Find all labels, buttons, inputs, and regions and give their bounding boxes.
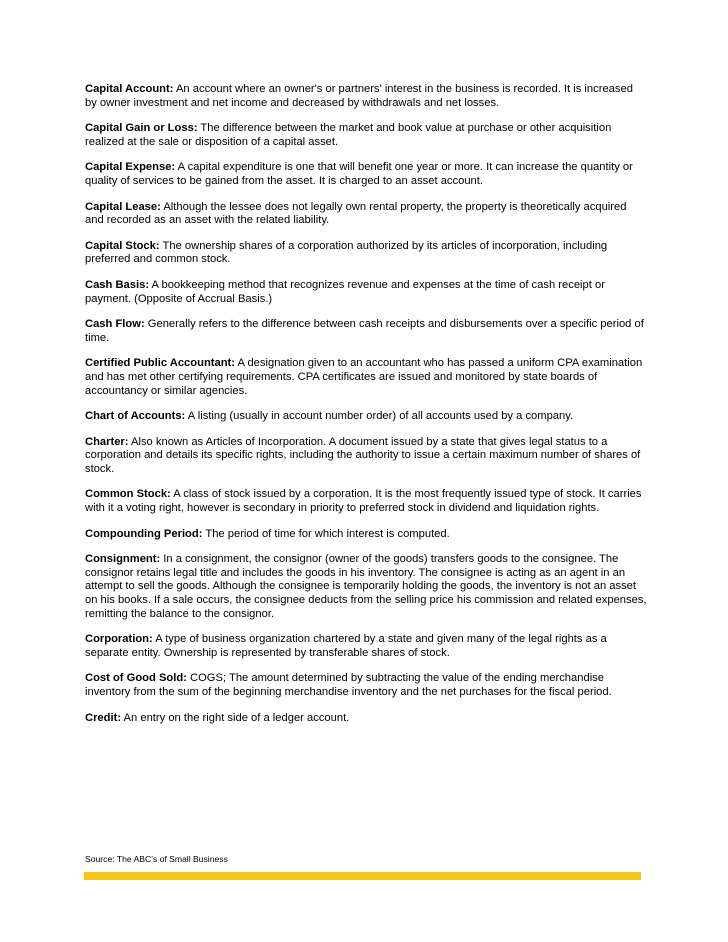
glossary-term: Common Stock:	[85, 488, 171, 501]
glossary-term: Capital Stock:	[85, 239, 160, 252]
glossary-definition: A type of business organization chartered by a state and given many of the legal rights as a separate entity. Ownership is represented by transferable shares of stock.	[85, 633, 607, 659]
glossary-definition: An entry on the right side of a ledger account.	[121, 711, 350, 724]
glossary-definition: Although the lessee does not legally own rental property, the property is theoretically acquired and recorded as an asset with the related liability.	[85, 200, 627, 227]
glossary-term: Capital Lease:	[85, 200, 161, 213]
glossary-entry	[85, 488, 647, 515]
glossary-entry	[85, 240, 647, 267]
glossary-entry	[85, 161, 647, 188]
glossary-body	[85, 83, 647, 737]
glossary-entry	[85, 553, 647, 621]
glossary-entry	[85, 318, 647, 345]
glossary-definition: In a consignment, the consignor (owner of the goods) transfers goods to the consignee. The consignor retains legal title and includes the goods in his inventory. The consignee is acting as an agent in an attempt to sell the goods. Although the consignee is temporarily holding the goods, the inventory is not an asset on his books. If a sale occurs, the consignee deducts from the selling price his commission and related expenses, remitting the balance to the consignor.	[85, 553, 647, 620]
glossary-definition: The difference between the market and book value at purchase or other acquisition realized at the sale or disposition of a capital asset.	[85, 122, 612, 148]
glossary-definition: COGS; The amount determined by subtracting the value of the ending merchandise inventory from the sum of the beginning merchandise inventory and the net purchases for the fiscal period.	[85, 672, 612, 698]
glossary-definition: Generally refers to the difference between cash receipts and disbursements over a specific period of time.	[85, 318, 644, 344]
glossary-definition: A listing (usually in account number order) of all accounts used by a company.	[185, 410, 574, 423]
glossary-term: Charter:	[85, 435, 129, 448]
glossary-entry	[85, 410, 647, 424]
glossary-entry	[85, 122, 647, 149]
glossary-entry	[85, 436, 647, 477]
glossary-definition: The period of time for which interest is computed.	[202, 527, 450, 540]
glossary-term: Capital Account:	[85, 83, 174, 95]
glossary-entry	[85, 712, 647, 726]
footer-accent-bar	[84, 872, 641, 880]
glossary-definition: A capital expenditure is one that will benefit one year or more. It can increase the quantity or quality of services to be gained from the asset. It is charged to an asset account.	[85, 161, 633, 187]
glossary-entry	[85, 672, 647, 699]
glossary-entry	[85, 201, 647, 228]
glossary-definition: A bookkeeping method that recognizes revenue and expenses at the time of cash receipt or payment. (Opposite of Accrual Basis.)	[85, 278, 605, 305]
glossary-term: Capital Gain or Loss:	[85, 122, 198, 135]
glossary-entry	[85, 528, 647, 542]
glossary-definition: Also known as Articles of Incorporation. A document issued by a state that gives legal status to a corporation and details its specific rights, including the authority to issue a certain maximum number of shares of stock.	[85, 435, 641, 475]
glossary-term: Cash Basis:	[85, 278, 150, 291]
glossary-term: Credit:	[85, 711, 122, 724]
glossary-entry	[85, 357, 647, 398]
glossary-term: Corporation:	[85, 633, 153, 646]
glossary-entry	[85, 279, 647, 306]
glossary-term: Capital Expense:	[85, 161, 176, 174]
source-citation: Source: The ABC's of Small Business	[85, 854, 228, 864]
glossary-definition: An account where an owner's or partners' interest in the business is recorded. It is increased by owner investment and net income and decreased by withdrawals and net losses.	[85, 83, 633, 109]
glossary-definition: A class of stock issued by a corporation. It is the most frequently issued type of stock. It carries with it a voting right, however is secondary in priority to preferred stock in dividend and liquidation rights.	[85, 488, 642, 515]
glossary-term: Compounding Period:	[85, 527, 203, 540]
glossary-term: Cost of Good Sold:	[85, 672, 187, 685]
glossary-term: Cash Flow:	[85, 318, 145, 331]
glossary-term: Chart of Accounts:	[85, 410, 186, 423]
glossary-entry	[85, 633, 647, 660]
glossary-term: Consignment:	[85, 553, 161, 566]
glossary-entry	[85, 83, 647, 110]
glossary-definition: A designation given to an accountant who has passed a uniform CPA examination and has met other certifying requirements. CPA certificates are issued and monitored by state boards of accountancy or similar agencies.	[85, 357, 643, 397]
glossary-term: Certified Public Accountant:	[85, 357, 236, 370]
glossary-definition: The ownership shares of a corporation authorized by its articles of incorporation, including preferred and common stock.	[85, 239, 608, 266]
